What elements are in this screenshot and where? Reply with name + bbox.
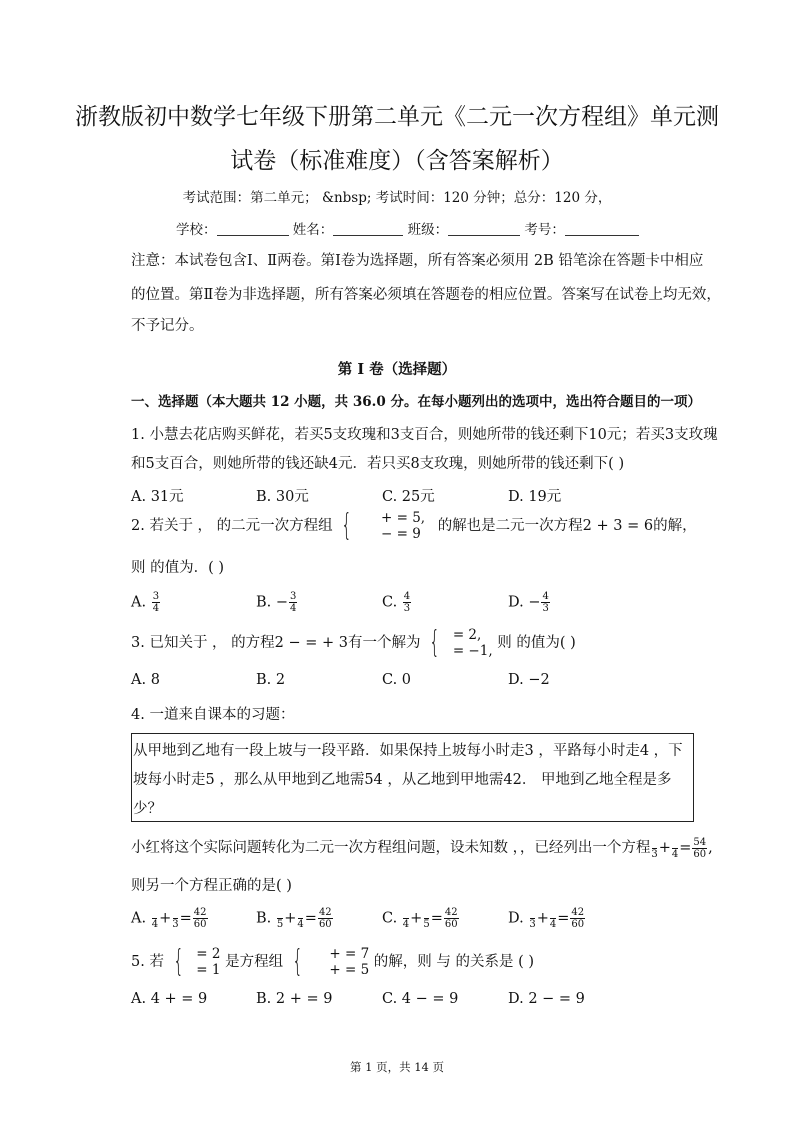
q3-option-b: B. 2 bbox=[256, 672, 286, 688]
q3-suffix: 则 的值为( ) bbox=[497, 635, 576, 651]
school-label: 学校： bbox=[176, 222, 217, 238]
exam-title-line1: 浙教版初中数学七年级下册第二单元《二元一次方程组》单元测 bbox=[75, 104, 719, 130]
q4-option-b: B. 5 + 4 = $\frac{42}{60}$ bbox=[256, 907, 332, 930]
q5-option-d: D. 2 − = 9 bbox=[508, 991, 585, 1007]
q2-option-d-sign: − bbox=[528, 594, 541, 611]
q4-text-line1: 小红将这个实际问题转化为二元一次方程组问题，设未知数 ，，已经列出一个方程 3 + 4 = $\frac{54}{60}$ , bbox=[131, 836, 713, 860]
q2-line2: 则 的值为．( ) bbox=[131, 560, 225, 576]
q2-option-a-label: A. bbox=[131, 594, 147, 611]
q1-option-a: A. 31元 bbox=[131, 489, 184, 505]
q2-option-d-label: D. bbox=[508, 594, 524, 611]
student-info-fields bbox=[176, 218, 639, 238]
school-blank bbox=[217, 222, 289, 236]
q5-option-c: C. 4 − = 9 bbox=[382, 991, 459, 1007]
q4-box-line1: 从甲地到乙地有一段上坡与一段平路．如果保持上坡每小时走3 ，平路每小时走4 ，下 bbox=[133, 743, 683, 759]
q2-line1 bbox=[131, 510, 697, 542]
name-label: 姓名： bbox=[292, 222, 334, 238]
q5-eq-bottom: + = 5 bbox=[329, 962, 370, 978]
notice-line3: 不予记分。 bbox=[131, 318, 204, 334]
q2-eq-top: + = 5, bbox=[380, 510, 426, 526]
q5-suffix: 的解，则 与 的关系是 ( ) bbox=[373, 954, 535, 970]
q2-option-d bbox=[508, 591, 551, 614]
q3-option-a: A. 8 bbox=[131, 672, 160, 688]
q5-middle: 是方程组 bbox=[225, 954, 284, 970]
q5-line1 bbox=[131, 946, 534, 978]
q4-option-d: D. 3 + 4 = $\frac{42}{60}$ bbox=[508, 907, 585, 930]
class-label: 班级： bbox=[407, 222, 449, 238]
q3-line1 bbox=[131, 627, 576, 659]
q2-option-c bbox=[382, 591, 412, 614]
page-footer: 第 1 页，共 14 页 bbox=[349, 1060, 445, 1074]
q1-line2: 和5支百合，则她所带的钱还缺4元．若只买8支玫瑰，则她所带的钱还剩下( ) bbox=[131, 456, 625, 472]
q2-option-c-fraction: $\frac{4}{3}$ bbox=[403, 591, 411, 614]
q4-box-line2: 坡每小时走5 ，那么从甲地到乙地需54 ，从乙地到甲地需42． 甲地到乙地全程是多 bbox=[133, 772, 672, 788]
q4-intro: 4. 一道来自课本的习题： bbox=[131, 707, 295, 723]
name-blank bbox=[333, 222, 403, 236]
q5-sol-bottom: = 1 bbox=[196, 962, 221, 978]
exam-no-blank bbox=[565, 222, 639, 236]
q1-option-b: B. 30元 bbox=[256, 489, 309, 505]
exam-info: 考试范围：第二单元； &nbsp; 考试时间：120 分钟；总分：120 分， bbox=[182, 190, 612, 206]
q4-option-a: A. 4 + 3 = $\frac{42}{60}$ bbox=[131, 907, 207, 930]
notice-line2: 的位置。第Ⅱ卷为非选择题，所有答案必须填在答题卷的相应位置。答案写在试卷上均无效， bbox=[131, 287, 721, 303]
q4-option-c: C. 4 + 5 = $\frac{42}{60}$ bbox=[382, 907, 458, 930]
q2-eq-bottom: − = 9 bbox=[380, 526, 421, 542]
section-title: 第 I 卷（选择题） bbox=[337, 361, 457, 378]
left-brace-icon: { bbox=[341, 508, 353, 543]
exam-no-label: 考号： bbox=[524, 222, 565, 238]
class-blank bbox=[448, 222, 520, 236]
exam-title-line2: 试卷（标准难度）（含答案解析） bbox=[230, 148, 564, 174]
q5-option-b: B. 2 + = 9 bbox=[256, 991, 333, 1007]
left-brace-icon: { bbox=[172, 944, 184, 979]
q2-option-b bbox=[256, 591, 298, 614]
left-brace-icon: { bbox=[291, 944, 303, 979]
q4-text: 小红将这个实际问题转化为二元一次方程组问题，设未知数 ，，已经列出一个方程 bbox=[131, 840, 651, 856]
q3-option-c: C. 0 bbox=[382, 672, 412, 688]
q2-suffix: 的解也是二元一次方程2 + 3 = 6的解， bbox=[437, 518, 697, 534]
q3-prefix: 3. 已知关于 ， 的方程2 − = + 3有一个解为 bbox=[131, 635, 421, 651]
q1-option-c: C. 25元 bbox=[382, 489, 435, 505]
q4-box-line3: 少？ bbox=[133, 801, 162, 817]
q5-prefix: 5. 若 bbox=[131, 954, 164, 970]
left-brace-icon: { bbox=[429, 625, 440, 660]
q2-option-b-label: B. bbox=[256, 594, 272, 611]
q1-line1: 1. 小慧去花店购买鲜花，若买5支玫瑰和3支百合，则她所带的钱还剩下10元；若买3支玫瑰 bbox=[131, 427, 718, 443]
q4-given-fraction-x: 3 bbox=[651, 837, 657, 860]
q4-text-line2: 则另一个方程正确的是( ) bbox=[131, 878, 292, 894]
q2-option-a bbox=[131, 591, 161, 614]
q5-option-a: A. 4 + = 9 bbox=[131, 991, 208, 1007]
q5-sol-top: = 2 bbox=[196, 946, 221, 962]
q3-sol-top: = 2, bbox=[452, 627, 482, 643]
q3-option-d: D. −2 bbox=[508, 672, 550, 688]
q5-solution bbox=[196, 946, 220, 978]
part-heading: 一、选择题（本大题共 12 小题，共 36.0 分。在每小题列出的选项中，选出符合题目的一项） bbox=[131, 394, 701, 410]
q5-eq-top: + = 7 bbox=[329, 946, 370, 962]
q1-option-d: D. 19元 bbox=[508, 489, 562, 505]
q3-solution bbox=[453, 627, 493, 659]
notice-line1: 注意：本试卷包含Ⅰ、Ⅱ两卷。第Ⅰ卷为选择题，所有答案必须用 2B 铅笔涂在答题卡中相应 bbox=[131, 253, 704, 269]
q2-option-d-fraction: $\frac{4}{3}$ bbox=[542, 591, 549, 614]
q2-option-a-fraction: $\frac{3}{4}$ bbox=[152, 591, 160, 614]
q3-sol-bottom: = −1, bbox=[452, 643, 493, 659]
q4-given-fraction-rhs: $\frac{54}{60}$ bbox=[693, 836, 707, 860]
q4-given-fraction-y: 4 bbox=[672, 837, 678, 860]
q2-option-b-fraction: $\frac{3}{4}$ bbox=[290, 591, 297, 614]
q2-option-c-label: C. bbox=[382, 594, 398, 611]
q5-equation-system bbox=[329, 946, 369, 978]
q2-option-b-sign: − bbox=[275, 594, 289, 611]
q2-prefix: 2. 若关于 ， 的二元一次方程组 bbox=[131, 518, 333, 534]
q2-equation-system bbox=[381, 510, 425, 542]
